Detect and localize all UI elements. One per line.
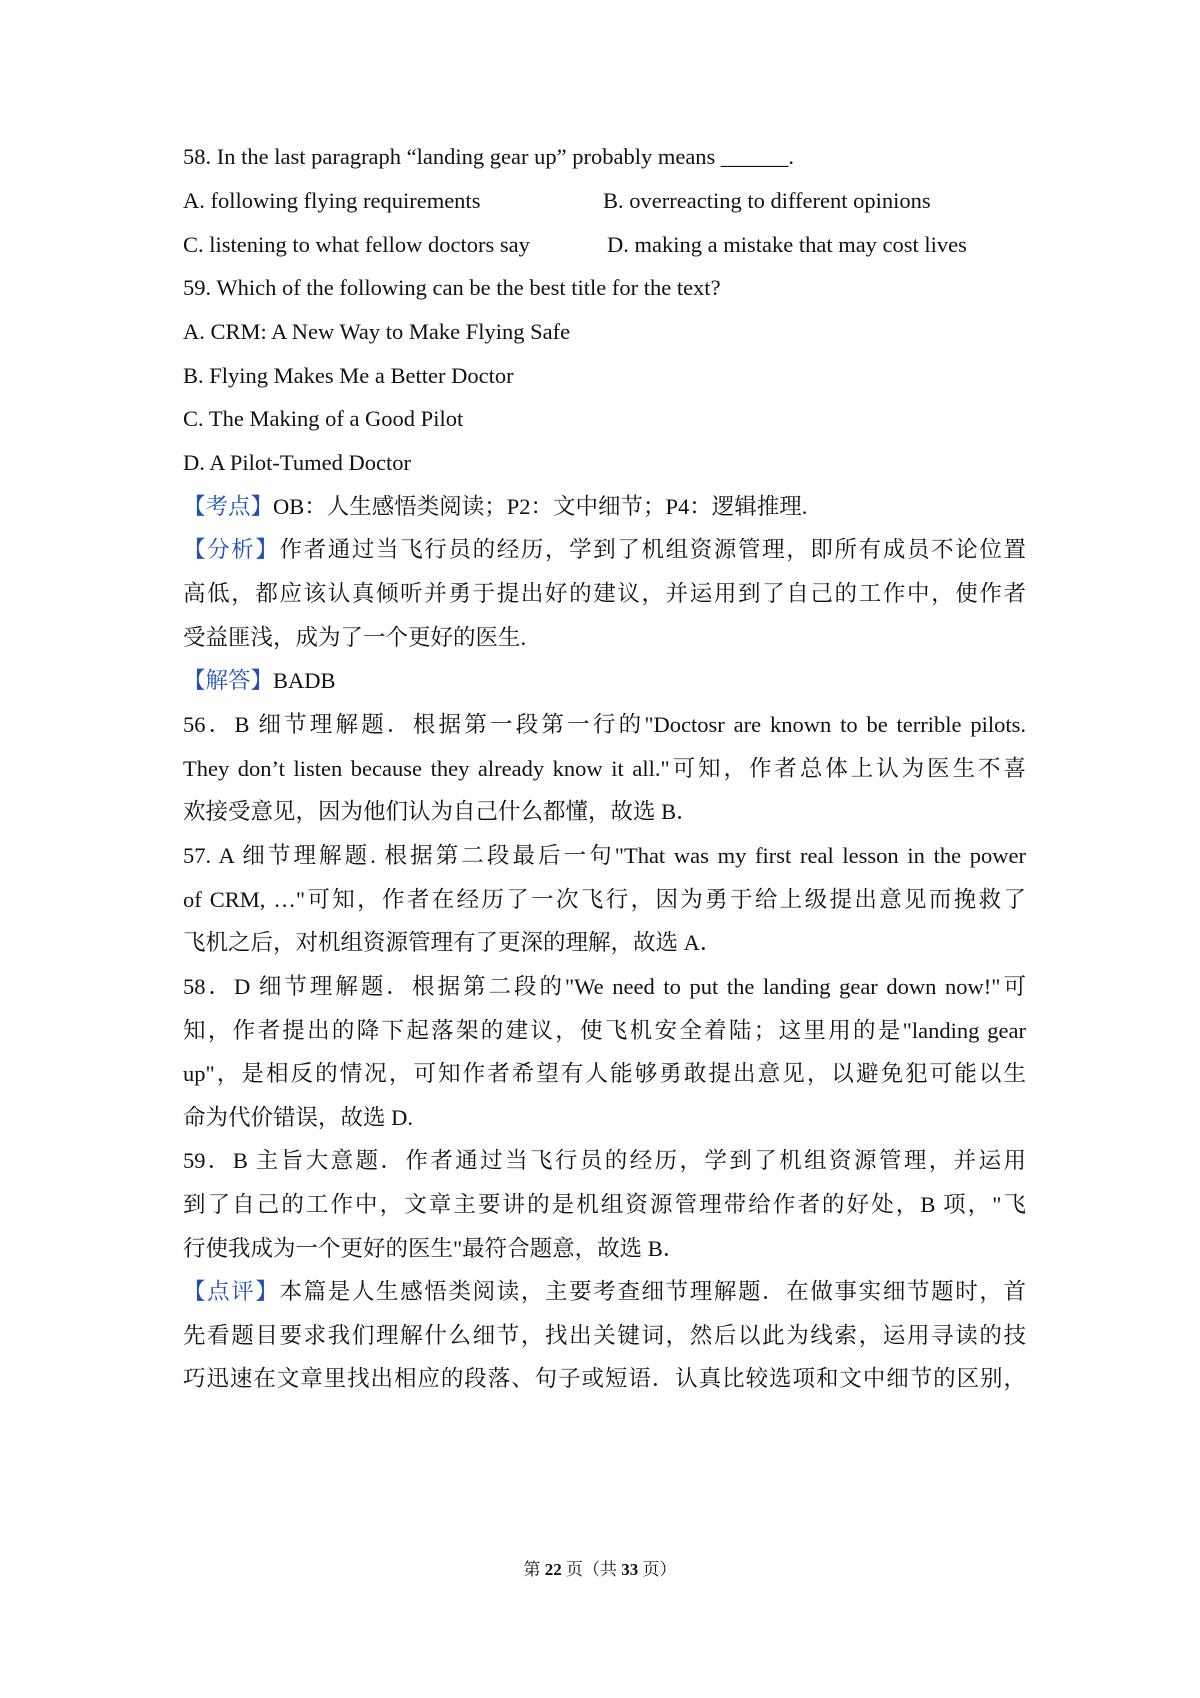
dianping-section [183,1277,1026,1307]
q58-option-c: C. listening to what fellow doctors say [183,232,530,257]
kaodian-text: OB：人生感悟类阅读；P2：文中细节；P4：逻辑推理. [273,494,808,519]
explanation-59-line-1: 59．B 主旨大意题．作者通过当飞行员的经历，学到了机组资源管理，并运用 [183,1148,1026,1173]
dianping-line-1: 本篇是人生感悟类阅读，主要考查细节理解题．在做事实细节题时，首 [279,1279,1026,1304]
footer-middle: 页（共 [566,1560,617,1579]
kaodian-section [183,492,807,522]
explanation-58-line-3: up"，是相反的情况，可知作者希望有人能够勇敢提出意见，以避免犯可能以生 [183,1061,1026,1086]
q59-stem: 59. Which of the following can be the best title for the text? [183,275,721,300]
explanation-56-line-2: They don’t listen because they already know it all."可知，作者总体上认为医生不喜 [183,756,1026,781]
explanation-59-line-3: 行使我成为一个更好的医生"最符合题意，故选 B． [183,1236,686,1261]
q58-option-d: D. making a mistake that may cost lives [607,232,967,257]
jieda-section [183,666,336,696]
explanation-59-line-2: 到了自己的工作中，文章主要讲的是机组资源管理带给作者的好处，B 项，"飞 [183,1192,1026,1217]
fenxi-line-1: 作者通过当飞行员的经历，学到了机组资源管理，即所有成员不论位置 [279,537,1026,562]
fenxi-line-2: 高低，都应该认真倾听并勇于提出好的建议，并运用到了自己的工作中，使作者 [183,581,1026,606]
fenxi-line-3: 受益匪浅，成为了一个更好的医生. [183,625,527,650]
explanation-58-line-1: 58．D 细节理解题．根据第二段的"We need to put the landing gear down now!"可 [183,974,1026,999]
dianping-line-2: 先看题目要求我们理解什么细节，找出关键词，然后以此为线索，运用寻读的技 [183,1323,1026,1348]
q58-stem: 58. In the last paragraph “landing gear up” probably means ______. [183,144,795,169]
footer-total-pages: 33 [621,1560,639,1579]
explanation-57-line-2: of CRM, …"可知，作者在经历了一次飞行，因为勇于给上级提出意见而挽救了 [183,887,1026,912]
jieda-tag: 【解答】 [183,668,274,693]
page-footer [0,1558,1200,1582]
explanation-58-line-2: 知，作者提出的降下起落架的建议，使飞机安全着陆；这里用的是"landing gear [183,1018,1026,1043]
footer-suffix: 页） [642,1560,677,1579]
explanation-57-line-3: 飞机之后，对机组资源管理有了更深的理解，故选 A． [183,930,723,955]
kaodian-tag: 【考点】 [183,494,274,519]
explanation-56-line-3: 欢接受意见，因为他们认为自己什么都懂，故选 B． [183,799,699,824]
q59-option-c: C. The Making of a Good Pilot [183,406,464,431]
explanation-58-line-4: 命为代价错误，故选 D. [183,1105,413,1130]
q58-option-b: B. overreacting to different opinions [603,188,931,213]
footer-page-number: 22 [544,1560,562,1579]
q59-option-b: B. Flying Makes Me a Better Doctor [183,363,514,388]
explanation-56-line-1: 56．B 细节理解题．根据第一段第一行的"Doctosr are known to be terrible pilots. [183,712,1026,737]
dianping-line-3: 巧迅速在文章里找出相应的段落、句子或短语．认真比较选项和文中细节的区别， [183,1366,1026,1391]
q59-option-d: D. A Pilot-Tumed Doctor [183,450,411,475]
q59-option-a: A. CRM: A New Way to Make Flying Safe [183,319,571,344]
fenxi-section [183,535,1026,565]
fenxi-tag: 【分析】 [183,537,280,562]
q58-option-a: A. following flying requirements [183,188,481,213]
footer-prefix: 第 [523,1560,541,1579]
explanation-57-line-1: 57. A 细节理解题. 根据第二段最后一句"That was my first real lesson in the power [183,843,1026,868]
jieda-answers: BADB [273,668,336,693]
dianping-tag: 【点评】 [183,1279,280,1304]
